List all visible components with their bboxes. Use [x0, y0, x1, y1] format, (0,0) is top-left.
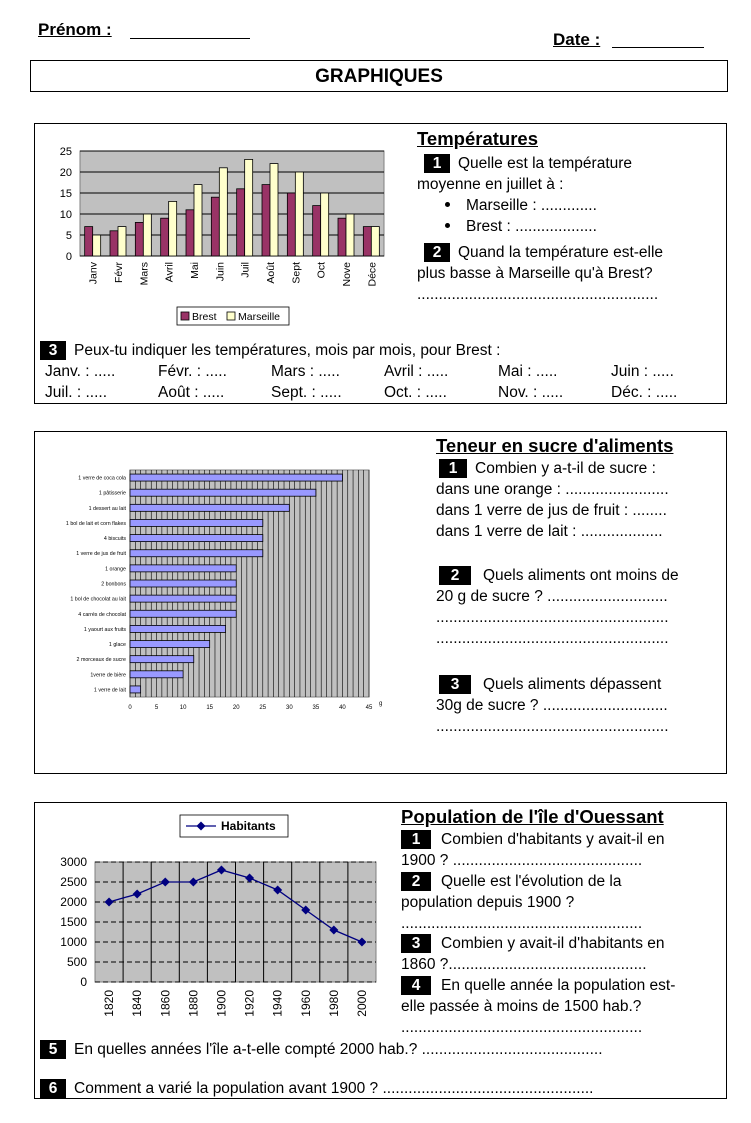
- question-number: 1: [401, 830, 431, 849]
- question-number: 2: [424, 243, 450, 262]
- x-tick-label: 5: [154, 705, 159, 711]
- q1-line2: moyenne en juillet à :: [417, 176, 564, 193]
- section-heading-population: Population de l'île d'Ouessant: [401, 806, 664, 827]
- y-tick-label: 500: [66, 955, 87, 969]
- bar-marseille: [270, 164, 278, 256]
- q2-answer-line[interactable]: ........................................................: [417, 286, 659, 303]
- x-tick-label: Janv: [87, 262, 100, 285]
- y-tick-label: 0: [80, 975, 87, 989]
- q1-orange[interactable]: dans une orange : ........................: [436, 481, 669, 498]
- x-tick-label: 1920: [242, 990, 257, 1017]
- q1-line1: Combien d'habitants y avait-il en: [441, 831, 665, 848]
- x-tick-label: Août: [265, 262, 277, 284]
- x-tick-label: 40: [339, 705, 346, 711]
- x-tick-label: 45: [365, 705, 373, 711]
- q3-temperatures: [38, 340, 500, 361]
- category-label: 1 verre de lait: [93, 687, 126, 694]
- month-answer-field[interactable]: Nov. : .....: [498, 384, 564, 401]
- x-tick-label: 2000: [354, 990, 369, 1017]
- x-tick-label: 35: [312, 705, 320, 711]
- bar-marseille: [194, 185, 202, 256]
- y-tick-label: 1000: [60, 935, 87, 949]
- category-label: 1 verre de jus de fruit: [76, 551, 126, 558]
- x-tick-label: Mai: [189, 262, 201, 279]
- prenom-label: Prénom :: [38, 20, 112, 39]
- bar-marseille: [118, 227, 126, 256]
- bar-marseille: [295, 172, 303, 256]
- legend-label: Habitants: [221, 819, 276, 833]
- x-tick-label: Juil: [239, 262, 252, 278]
- q3-line1: Quels aliments dépassent: [483, 676, 662, 693]
- sugar-bar: [130, 595, 236, 602]
- bar-brest: [211, 197, 219, 256]
- q3-population: [401, 933, 665, 975]
- q3-line: Peux-tu indiquer les températures, mois par mois, pour Brest :: [74, 342, 501, 359]
- q6-line[interactable]: Comment a varié la population avant 1900 ? .................................................: [74, 1080, 594, 1097]
- x-tick-label: Déce: [366, 262, 379, 287]
- month-answer-field[interactable]: Févr. : .....: [158, 363, 227, 380]
- q1-population: [401, 829, 665, 871]
- sugar-bar: [130, 519, 263, 526]
- q3-line1: Combien y avait-il d'habitants en: [441, 935, 665, 952]
- bar-brest: [262, 185, 270, 256]
- x-tick-label: Mars: [138, 262, 151, 286]
- category-label: 1 bol de chocolat au lait: [70, 596, 126, 603]
- legend-swatch: [181, 312, 189, 320]
- sugar-chart: [40, 465, 390, 715]
- bar-marseille: [169, 201, 177, 256]
- category-label: 2 bonbons: [101, 581, 126, 588]
- legend-label: Marseille: [238, 311, 281, 323]
- category-label: 1 pâtisserie: [98, 490, 126, 497]
- y-tick-label: 10: [59, 209, 72, 221]
- question-number: 6: [40, 1079, 66, 1098]
- q2-answer-line[interactable]: ......................................................: [436, 630, 669, 647]
- q3-line2[interactable]: 1860 ?..............................................: [401, 956, 647, 973]
- category-label: 1 bol de lait et corn flakes: [65, 520, 126, 527]
- q2-line1: Quelle est l'évolution de la: [441, 873, 622, 890]
- sugar-bar: [130, 580, 236, 587]
- q2-answer-line[interactable]: ......................................................: [436, 609, 669, 626]
- q3-sugar: [436, 674, 669, 737]
- unit-label: g: [379, 701, 383, 707]
- x-tick-label: 20: [232, 705, 240, 711]
- month-answer-field[interactable]: Avril : .....: [384, 363, 449, 380]
- question-number: 2: [439, 566, 471, 585]
- x-tick-label: 1940: [270, 990, 285, 1017]
- category-label: 1 yaourt aux fruits: [83, 626, 126, 633]
- x-tick-label: Oct: [315, 262, 328, 279]
- x-tick-label: Sept: [290, 262, 303, 284]
- bar-marseille: [245, 159, 253, 256]
- population-chart: [40, 812, 390, 1027]
- x-tick-label: 1900: [214, 990, 229, 1017]
- question-number: 4: [401, 976, 431, 995]
- q1-marseille[interactable]: Marseille : .............: [466, 197, 597, 214]
- q2-line1: Quand la température est-elle: [458, 244, 664, 261]
- category-label: 1verre de bière: [90, 672, 126, 679]
- q2-temperatures: [417, 242, 663, 305]
- category-label: 2 morceaux de sucre: [76, 657, 126, 664]
- x-tick-label: 0: [128, 705, 132, 711]
- bar-marseille: [346, 214, 354, 256]
- category-label: 4 carrés de chocolat: [78, 611, 126, 618]
- bar-brest: [287, 193, 295, 256]
- month-answer-field[interactable]: Déc. : .....: [611, 384, 678, 401]
- y-tick-label: 1500: [60, 915, 87, 929]
- q1-brest[interactable]: Brest : ...................: [466, 218, 597, 235]
- q1-juice[interactable]: dans 1 verre de jus de fruit : ........: [436, 502, 667, 519]
- question-number: 3: [40, 341, 66, 360]
- q4-population: [401, 975, 675, 1038]
- month-answer-field[interactable]: Janv. : .....: [45, 363, 116, 380]
- q5-population: [40, 1039, 603, 1060]
- q2-answer-line[interactable]: ........................................................: [401, 915, 643, 932]
- q2-line1: Quels aliments ont moins de: [483, 567, 679, 584]
- page-title: GRAPHIQUES: [30, 60, 728, 92]
- legend-label: Brest: [192, 311, 217, 323]
- q6-population: [40, 1078, 594, 1099]
- q1-sugar: [436, 458, 669, 542]
- y-tick-label: 15: [59, 188, 72, 200]
- month-answer-field[interactable]: Oct. : .....: [384, 384, 447, 401]
- y-tick-label: 2500: [60, 875, 87, 889]
- q2-line2[interactable]: 20 g de sucre ? ............................: [436, 588, 668, 605]
- bar-brest: [313, 206, 321, 256]
- x-tick-label: 10: [179, 705, 187, 711]
- sugar-bar: [130, 610, 236, 617]
- bar-brest: [110, 231, 118, 256]
- q4-line2: elle passée à moins de 1500 hab.?: [401, 998, 642, 1015]
- x-tick-label: 1860: [158, 990, 173, 1017]
- bar-marseille: [371, 227, 379, 256]
- date-label: Date :: [553, 30, 601, 49]
- month-answer-field[interactable]: Sept. : .....: [271, 384, 342, 401]
- bar-marseille: [219, 168, 227, 256]
- question-number: 2: [401, 872, 431, 891]
- sugar-bar: [130, 550, 263, 557]
- sugar-bar: [130, 565, 236, 572]
- month-answer-field[interactable]: Mai : .....: [498, 363, 558, 380]
- y-tick-label: 2000: [60, 895, 87, 909]
- q3-answer-line[interactable]: ......................................................: [436, 718, 669, 735]
- x-tick-label: 1960: [298, 990, 313, 1017]
- q4-line1: En quelle année la population est-: [441, 977, 676, 994]
- bar-brest: [85, 227, 93, 256]
- x-tick-label: Févr: [113, 262, 125, 283]
- x-tick-label: 15: [206, 705, 214, 711]
- y-tick-label: 5: [65, 230, 72, 242]
- category-label: 1 dessert au lait: [88, 505, 126, 512]
- x-tick-label: Nove: [341, 262, 353, 287]
- q1-line2[interactable]: 1900 ? ............................................: [401, 852, 643, 869]
- x-tick-label: 30: [285, 705, 293, 711]
- section-heading-temperatures: Températures: [417, 128, 538, 149]
- q1-line1: Combien y a-t-il de sucre :: [475, 460, 656, 477]
- sugar-bar: [130, 535, 263, 542]
- bar-brest: [161, 218, 169, 256]
- q2-line2: population depuis 1900 ?: [401, 894, 575, 911]
- question-number: 3: [401, 934, 431, 953]
- bullet: [445, 223, 450, 228]
- category-label: 1 glace: [108, 642, 126, 649]
- sugar-bar: [130, 641, 210, 648]
- section-heading-sugar: Teneur en sucre d'aliments: [436, 435, 674, 456]
- bar-marseille: [321, 193, 329, 256]
- bar-brest: [237, 189, 245, 256]
- q5-line[interactable]: En quelles années l'île a-t-elle compté 2000 hab.? ..........................................: [74, 1041, 603, 1058]
- x-tick-label: 25: [259, 705, 267, 711]
- question-number: 1: [424, 154, 450, 173]
- question-number: 5: [40, 1040, 66, 1059]
- bar-brest: [186, 210, 194, 256]
- x-tick-label: 1840: [130, 990, 145, 1017]
- month-answer-field[interactable]: Juil. : .....: [45, 384, 108, 401]
- temperature-chart: [38, 140, 398, 332]
- q1-milk[interactable]: dans 1 verre de lait : ...................: [436, 523, 663, 540]
- bar-marseille: [93, 235, 101, 256]
- q2-population: [401, 871, 642, 934]
- prenom-line[interactable]: [130, 38, 250, 39]
- sugar-bar: [130, 504, 289, 511]
- q4-answer-line[interactable]: ........................................................: [401, 1019, 643, 1036]
- sugar-bar: [130, 686, 141, 693]
- y-tick-label: 0: [65, 251, 72, 263]
- bar-brest: [363, 227, 371, 256]
- x-tick-label: Avril: [163, 262, 176, 283]
- sugar-bar: [130, 625, 226, 632]
- q1-line1: Quelle est la température: [458, 155, 633, 172]
- sugar-bar: [130, 656, 194, 663]
- month-answer-field[interactable]: Mars : .....: [271, 363, 340, 380]
- bar-marseille: [143, 214, 151, 256]
- month-answer-field[interactable]: Août : .....: [158, 384, 225, 401]
- date-line[interactable]: [612, 47, 704, 48]
- sugar-bar: [130, 474, 342, 481]
- x-tick-label: 1980: [326, 990, 341, 1017]
- category-label: 1 verre de coca cola: [78, 475, 126, 482]
- x-tick-label: Juin: [214, 262, 227, 282]
- q1-temperatures: [417, 153, 632, 237]
- category-label: 4 biscuits: [103, 536, 126, 543]
- y-tick-label: 20: [59, 167, 72, 179]
- y-tick-label: 3000: [60, 855, 87, 869]
- question-number: 1: [439, 459, 467, 478]
- bullet: [445, 202, 450, 207]
- q2-line2: plus basse à Marseille qu'à Brest?: [417, 265, 653, 282]
- question-number: 3: [439, 675, 471, 694]
- bar-brest: [135, 222, 143, 256]
- category-label: 1 orange: [105, 566, 126, 573]
- month-answer-field[interactable]: Juin : .....: [611, 363, 674, 380]
- q3-line2[interactable]: 30g de sucre ? .............................: [436, 697, 668, 714]
- sugar-bar: [130, 671, 183, 678]
- y-tick-label: 25: [59, 146, 72, 158]
- q2-sugar: [436, 565, 679, 649]
- x-tick-label: 1820: [102, 990, 117, 1017]
- bar-brest: [338, 218, 346, 256]
- legend-swatch: [227, 312, 235, 320]
- sugar-bar: [130, 489, 316, 496]
- x-tick-label: 1880: [186, 990, 201, 1017]
